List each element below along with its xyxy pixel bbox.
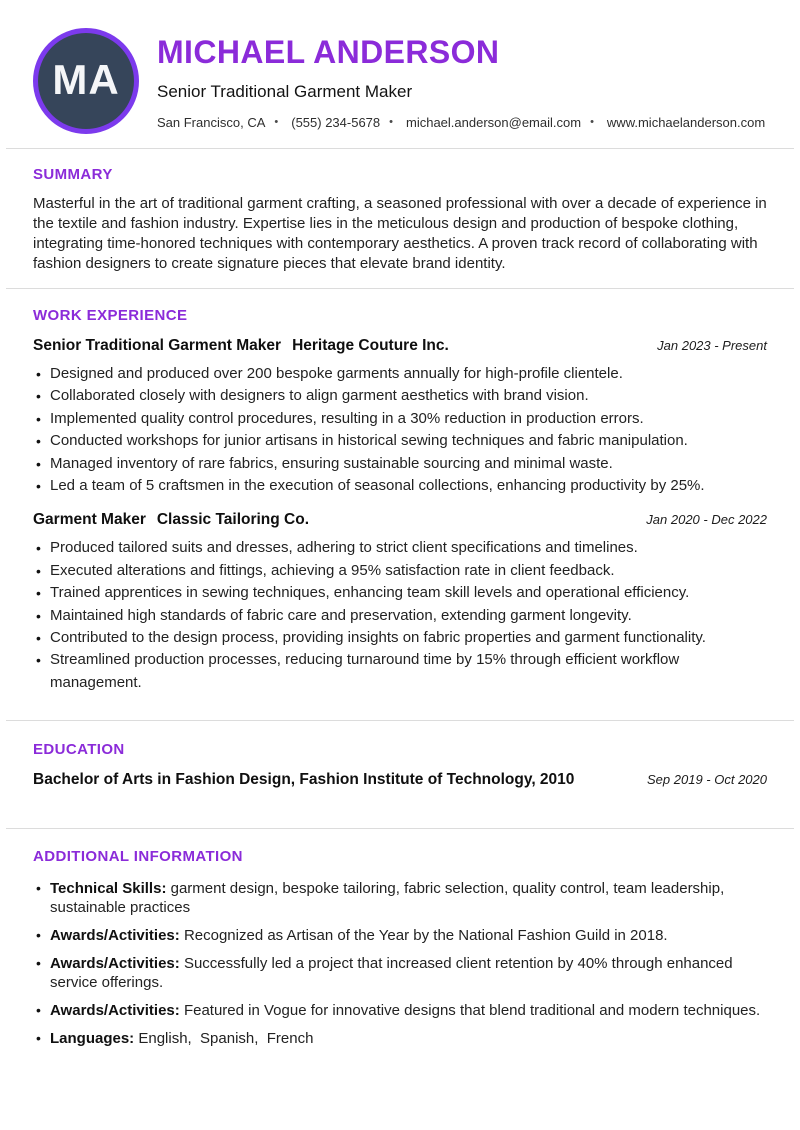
additional-item: [33, 999, 767, 1022]
job-company: Heritage Couture Inc.: [292, 337, 449, 354]
job-entry-header: [33, 337, 767, 355]
section-divider: [6, 288, 794, 289]
job-bullet: • Maintained high standards of fabric care and preservation, extending garment longevity.: [33, 605, 767, 627]
job-dates: Jan 2020 - Dec 2022: [646, 512, 767, 528]
job-bullet-list: [33, 363, 767, 497]
contact-email: michael.anderson@email.com: [406, 114, 582, 130]
job-bullet: • Collaborated closely with designers to align garment aesthetics with brand vision.: [33, 385, 767, 407]
contact-phone: (555) 234-5678: [291, 114, 381, 130]
job-bullet: • Executed alterations and fittings, achieving a 95% satisfaction rate in client feedback.: [33, 560, 767, 582]
job-entry: [33, 337, 767, 497]
resume-header: [0, 0, 800, 134]
section-divider: [6, 148, 794, 149]
avatar: [33, 28, 139, 134]
additional-item-label: Awards/Activities:: [50, 927, 180, 945]
job-bullet: • Conducted workshops for junior artisans in historical sewing techniques and fabric manipulation.: [33, 430, 767, 452]
additional-item-label: Languages:: [50, 1030, 135, 1048]
job-bullet-list: [33, 537, 767, 694]
additional-information-section: [0, 848, 800, 1050]
dot-separator-icon: •: [389, 116, 393, 129]
additional-item-label: Awards/Activities:: [50, 955, 180, 973]
role-title: Senior Traditional Garment Maker: [157, 81, 413, 101]
contact-row: [157, 115, 765, 130]
additional-item-label: Awards/Activities:: [50, 1002, 180, 1020]
job-entry-header: [33, 511, 767, 529]
job-title: Senior Traditional Garment Maker: [33, 337, 282, 354]
job-dates: Jan 2023 - Present: [657, 338, 767, 353]
section-divider: [6, 720, 794, 721]
dot-separator-icon: •: [274, 116, 279, 129]
additional-item-text: Successfully led a project that increased client retention by 40% through enhanced service offerings.: [50, 955, 737, 992]
additional-item: [33, 1027, 767, 1050]
additional-item: [33, 952, 767, 994]
additional-item-text: garment design, bespoke tailoring, fabric selection, quality control, team leadership, sustainable practices: [50, 880, 729, 917]
education-degree: Bachelor of Arts in Fashion Design, Fashion Institute of Technology, 2010: [33, 771, 575, 789]
job-bullet: • Managed inventory of rare fabrics, ensuring sustainable sourcing and minimal waste.: [33, 453, 767, 475]
additional-info-list: [33, 877, 767, 1050]
job-bullet: • Produced tailored suits and dresses, adhering to strict client specifications and timelines.: [33, 537, 767, 559]
additional-item-label: Technical Skills:: [50, 880, 167, 898]
additional-item-text: English, Spanish, French: [134, 1030, 314, 1048]
education-dates: Sep 2019 - Oct 2020: [647, 772, 767, 788]
education-entry-header: [33, 771, 767, 789]
summary-section: [0, 166, 800, 274]
job-bullet: • Streamlined production processes, reducing turnaround time by 15% through efficient workflow management.: [33, 649, 767, 694]
additional-information-heading: ADDITIONAL INFORMATION: [33, 848, 243, 866]
additional-item-text: Featured in Vogue for innovative designs that blend traditional and modern techniques.: [179, 1002, 761, 1020]
summary-heading: SUMMARY: [33, 166, 113, 183]
contact-website: www.michaelanderson.com: [606, 114, 766, 130]
summary-paragraph: Masterful in the art of traditional garment crafting, a seasoned professional with over a decade of experience in the textile and fashion industry. Expertise lies in the meticulous design and production of bespoke clothing, integrating time-honored techniques with contemporary aesthetics. A proven track record of collaborating with fashion designers to create signature pieces that elevate brand identity.: [33, 195, 767, 272]
work-experience-section: [0, 307, 800, 720]
additional-item: [33, 877, 767, 919]
contact-location: San Francisco, CA: [157, 114, 266, 130]
job-bullet: • Implemented quality control procedures, resulting in a 30% reduction in production errors.: [33, 408, 767, 430]
work-experience-heading: WORK EXPERIENCE: [33, 307, 188, 324]
dot-separator-icon: •: [590, 116, 594, 129]
education-section: [0, 741, 800, 828]
header-text: [157, 28, 765, 130]
job-bullet: • Trained apprentices in sewing techniques, enhancing team skill levels and operational efficiency.: [33, 582, 767, 604]
avatar-initials: MA: [52, 56, 120, 103]
job-entry: [33, 511, 767, 694]
additional-item-text: Recognized as Artisan of the Year by the National Fashion Guild in 2018.: [179, 927, 668, 945]
job-bullet: • Contributed to the design process, providing insights on fabric properties and garment functionality.: [33, 627, 767, 649]
job-title: Garment Maker: [33, 511, 146, 529]
education-heading: EDUCATION: [33, 741, 125, 759]
job-bullet: • Designed and produced over 200 bespoke garments annually for high-profile clientele.: [33, 363, 767, 385]
page-title-name: MICHAEL ANDERSON: [157, 34, 500, 70]
job-company: Classic Tailoring Co.: [156, 511, 310, 529]
section-divider: [6, 828, 794, 829]
additional-item: [33, 924, 767, 947]
job-bullet: • Led a team of 5 craftsmen in the execution of seasonal collections, enhancing productivity by 25%.: [33, 475, 767, 497]
